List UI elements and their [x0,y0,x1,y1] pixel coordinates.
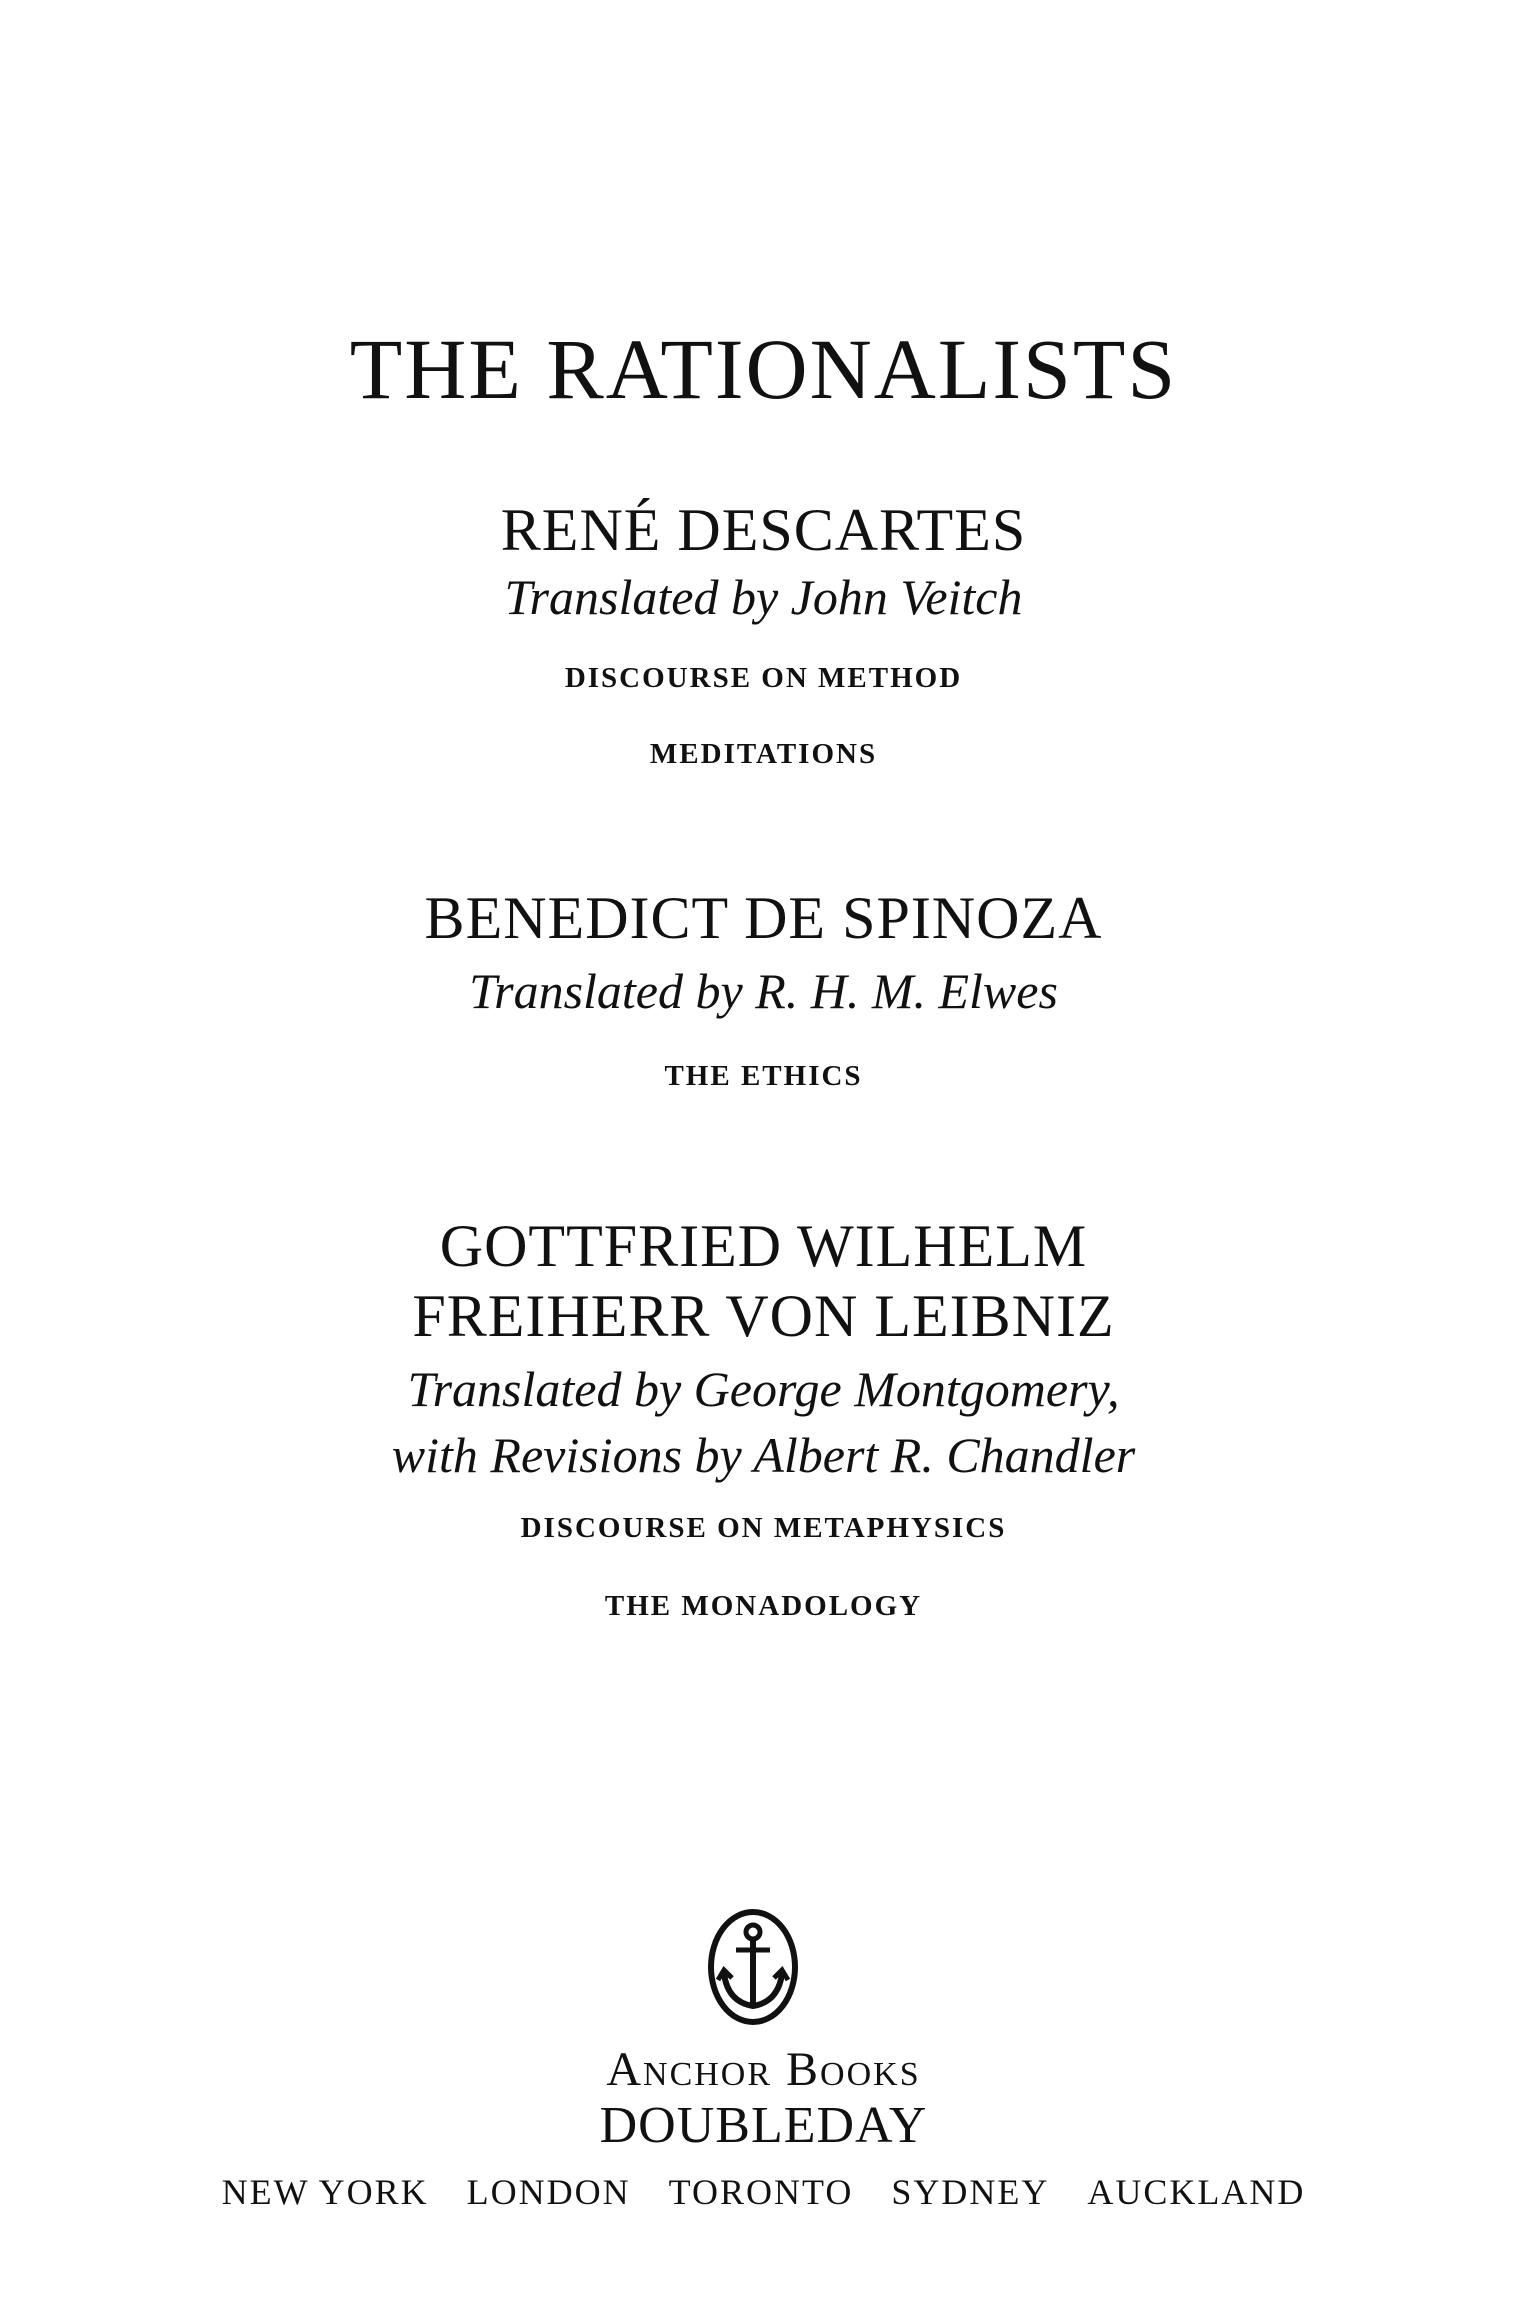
translator-credit: with Revisions by Albert R. Chandler [391,1427,1136,1483]
city-name: TORONTO [668,2172,854,2212]
translator-credit: Translated by George Montgomery, [407,1361,1120,1417]
work-title: THE ETHICS [664,1060,863,1092]
translator-credit: Translated by John Veitch [504,569,1023,625]
publisher-imprint: Anchor Books [606,2043,921,2096]
author-name: RENÉ DESCARTES [500,497,1027,563]
author-name: FREIHERR VON LEIBNIZ [412,1283,1115,1349]
work-title: THE MONADOLOGY [604,1590,923,1622]
author-name: BENEDICT DE SPINOZA [424,885,1103,951]
city-name: LONDON [466,2172,631,2212]
anchor-icon [706,1908,800,2026]
city-name: NEW YORK [221,2172,429,2212]
translator-credit: Translated by R. H. M. Elwes [469,963,1058,1019]
city-name: AUCKLAND [1087,2172,1306,2212]
publisher-cities [0,2174,1527,2210]
work-title: MEDITATIONS [649,738,878,770]
publisher-name: DOUBLEDAY [599,2097,928,2154]
book-title: THE RATIONALISTS [349,321,1178,417]
author-name: GOTTFRIED WILHELM [439,1213,1088,1279]
city-name: SYDNEY [891,2172,1050,2212]
work-title: DISCOURSE ON METHOD [564,662,963,694]
work-title: DISCOURSE ON METAPHYSICS [520,1512,1007,1544]
